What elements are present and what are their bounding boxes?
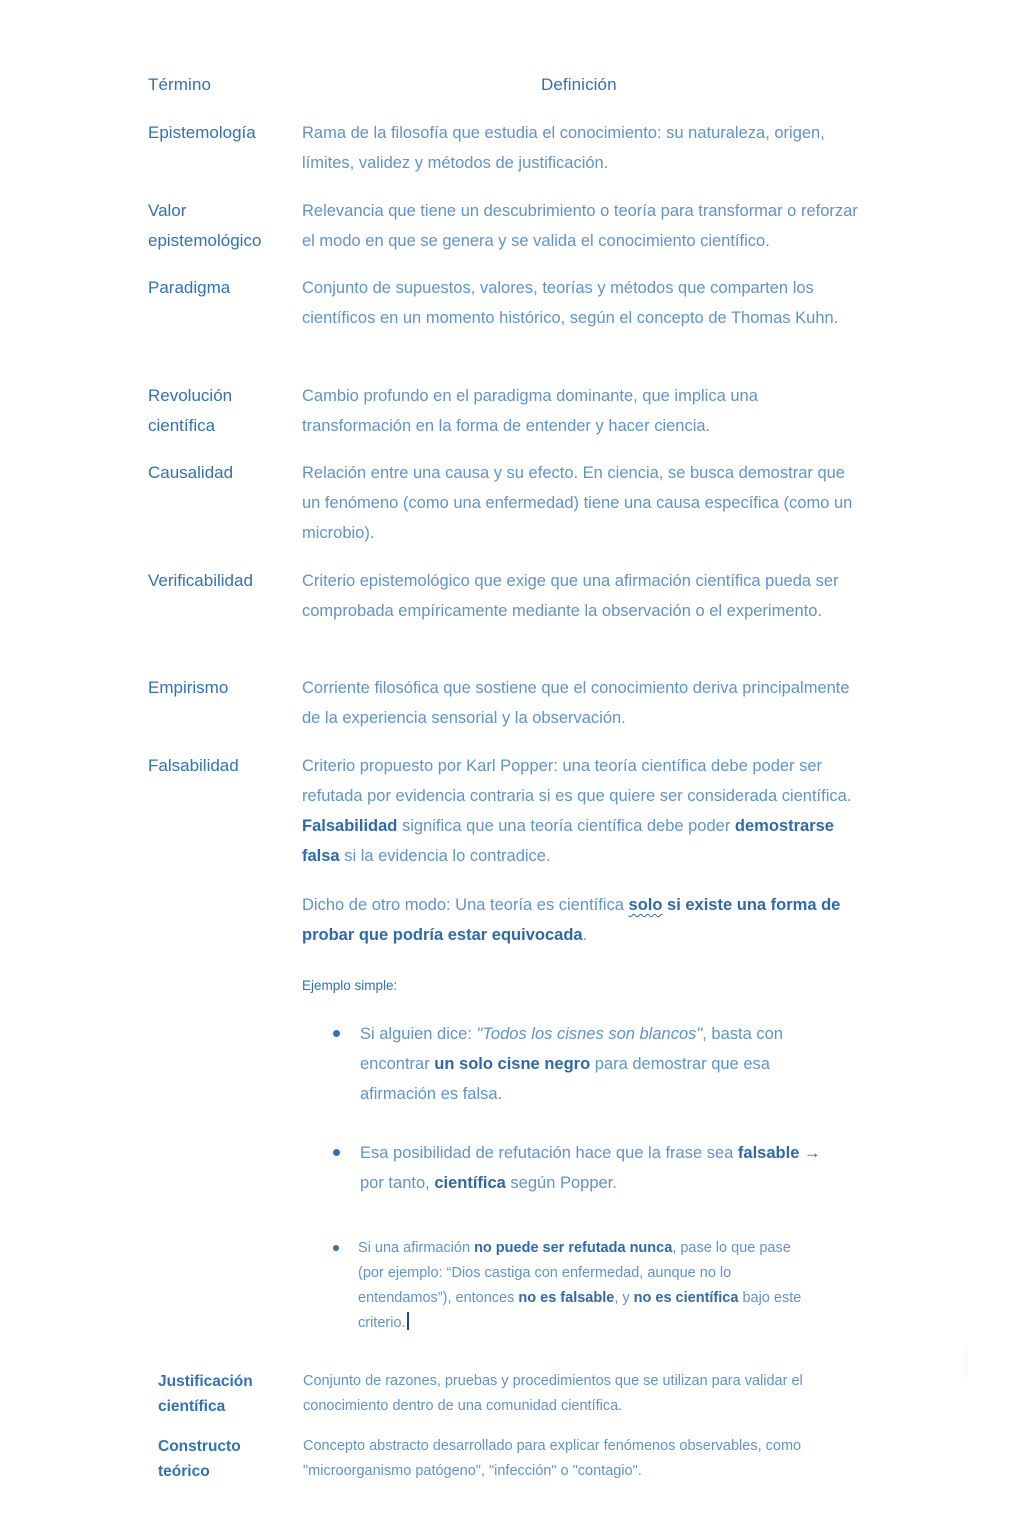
spellcheck-underlined-word: solo [628, 896, 663, 914]
bold-text: demostrarse falsa [302, 817, 834, 865]
paragraph-dicho-de-otro-modo [302, 890, 862, 950]
text-segment: . [582, 926, 588, 944]
bold-text: científica [434, 1174, 506, 1192]
term-valor-epistemologico: Valor epistemológico [148, 201, 262, 250]
definition-causalidad: Relación entre una causa y su efecto. En ciencia, se busca demostrar que un fenómeno (como una enfermedad) tiene una causa específica (como un microbio). [302, 464, 853, 542]
term-paradigma: Paradigma [148, 278, 231, 297]
bullet-dot-icon [333, 1149, 340, 1156]
text-segment: por tanto, [360, 1174, 435, 1192]
definition-justificacion-cientifica: Conjunto de razones, pruebas y procedimientos que se utilizan para validar el conocimiento dentro de una comunidad científica. [303, 1373, 803, 1414]
text-segment: significa que una teoría científica debe poder [397, 817, 735, 835]
text-cursor-icon [407, 1312, 409, 1330]
definition-epistemologia: Rama de la filosofía que estudia el conocimiento: su naturaleza, origen, límites, validez y métodos de justificación. [302, 124, 825, 172]
definition-constructo-teorico: Concepto abstracto desarrollado para explicar fenómenos observables, como "microorganismo patógeno", "infección" o "contagio". [303, 1438, 802, 1479]
term-revolucion-cientifica: Revolución científica [148, 386, 233, 435]
term-causalidad: Causalidad [148, 463, 234, 482]
text-segment: Dicho de otro modo: Una teoría es científica [302, 896, 629, 914]
bullet-dot-icon [333, 1030, 340, 1037]
bold-text: no es falsable [518, 1290, 615, 1306]
text-segment: Si alguien dice: [360, 1025, 477, 1043]
text-segment: Si una afirmación [358, 1240, 475, 1256]
column-header-definition: Definición [541, 75, 617, 94]
term-constructo-teorico: Constructo teórico [158, 1438, 241, 1480]
bold-text: un solo cisne negro [434, 1055, 591, 1073]
bullet-dot-icon [333, 1245, 339, 1251]
bullet-item-refutacion [360, 1138, 840, 1198]
term-falsabilidad: Falsabilidad [148, 756, 239, 775]
bold-text: no puede ser refutada nunca [474, 1240, 673, 1256]
italic-quote: "Todos los cisnes son blancos" [476, 1025, 703, 1043]
text-segment: para demostrar que esa afirmación es falsa. [360, 1055, 770, 1103]
text-segment: Criterio propuesto por Karl Popper: una teoría científica debe poder ser refutada por evidencia contraria si es que quiere ser considerada científica. [302, 757, 852, 805]
definition-revolucion-cientifica: Cambio profundo en el paradigma dominante, que implica una transformación en la forma de entender y hacer ciencia. [302, 387, 758, 435]
text-segment: Esa posibilidad de refutación hace que la frase sea [360, 1144, 738, 1162]
column-header-term: Término [148, 75, 212, 94]
term-verificabilidad: Verificabilidad [148, 571, 253, 590]
bold-text: Falsabilidad [302, 817, 398, 835]
bullet-item-no-refutable[interactable] [358, 1236, 808, 1336]
bold-text: falsable → [737, 1144, 821, 1162]
definition-paradigma: Conjunto de supuestos, valores, teorías y métodos que comparten los científicos en un momento histórico, según el concepto de Thomas Kuhn. [302, 279, 839, 327]
text-segment: , y [614, 1290, 634, 1306]
definition-verificabilidad: Criterio epistemológico que exige que una afirmación científica pueda ser comprobada empíricamente mediante la observación o el experimento. [302, 572, 839, 620]
term-epistemologia: Epistemología [148, 123, 256, 142]
text-segment: según Popper. [505, 1174, 617, 1192]
text-segment: , basta con encontrar [360, 1025, 783, 1073]
divider [966, 1346, 967, 1378]
term-justificacion-cientifica: Justificación científica [158, 1373, 253, 1415]
definition-valor-epistemologico: Relevancia que tiene un descubrimiento o teoría para transformar o reforzar el modo en que se genera y se valida el conocimiento científico. [302, 202, 858, 250]
example-label: Ejemplo simple: [302, 978, 398, 993]
text-segment: si la evidencia lo contradice. [339, 847, 551, 865]
bold-text: no es científica [633, 1290, 739, 1306]
bullet-item-cisnes [360, 1019, 840, 1109]
text-segment: bajo este criterio. [358, 1290, 802, 1331]
definition-falsabilidad [302, 751, 862, 871]
bold-text: si existe una forma de probar que podría estar equivocada [302, 896, 841, 944]
term-empirismo: Empirismo [148, 678, 229, 697]
definition-empirismo: Corriente filosófica que sostiene que el conocimiento deriva principalmente de la experiencia sensorial y la observación. [302, 679, 850, 727]
text-segment: , pase lo que pase (por ejemplo: “Dios castiga con enfermedad, aunque no lo entendamos”), entonces [358, 1240, 791, 1306]
